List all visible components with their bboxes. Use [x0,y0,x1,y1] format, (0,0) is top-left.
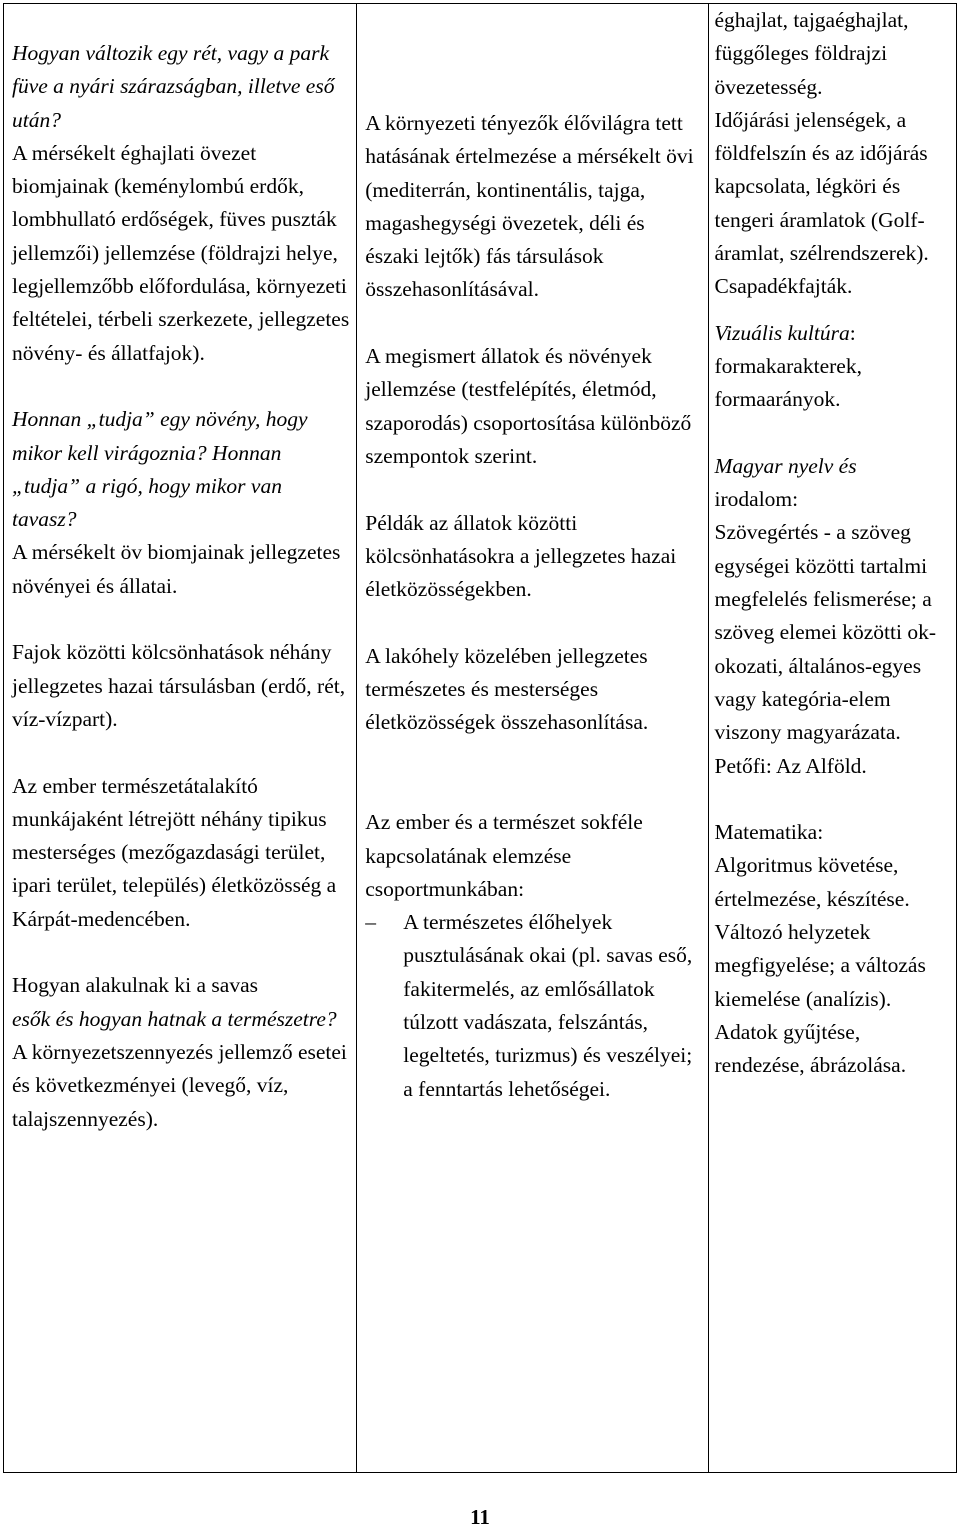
list-item-text: A természetes élőhelyek pusztulásának okai (pl. savas eső, fakitermelés, az emlősállatok túlzott vadászata, felszántás, legeltetés, turizmus) és veszélyei; a fenntartás lehetőségei. [403,910,693,1101]
connections-column [709,4,956,1472]
text-plants-animals: A mérsékelt öv biomjainak jellegzetes növényei és állatai. [12,540,341,598]
text-interactions: Fajok közötti kölcsönhatások néhány jellegzetes hazai társulásban (erdő, rét, víz-vízpart). [12,640,346,731]
activity-characterize: A megismert állatok és növények jellemzése (testfelépítés, életmód, szaporodás) csoportosítása különböző szempontok szerint. [365,344,692,468]
conn-weather: Időjárási jelenségek, a földfelszín és az időjárás kapcsolata, légköri és tengeri áramlatok (Golf-áramlat, szélrendszerek). Csapadékfajták. [714,107,929,299]
conn-visual-text: formakarakterek, formaarányok. [714,353,862,412]
page-number: 11 [470,1505,490,1529]
activity-compare: A lakóhely közelében jellegzetes természetes és mesterséges életközösségek összehasonlítása. [365,643,649,735]
topics-column [4,4,357,1472]
subject-math: Matematika: [714,820,824,845]
question-meadow: Hogyan változik egy rét, vagy a park füve a nyári szárazságban, illetve eső után? [12,41,335,132]
conn-petofi: Petőfi: Az Alföld. [714,753,867,778]
activity-examples: Példák az állatok közötti kölcsönhatásokra a jellegzetes hazai életközösségekben. [365,510,677,602]
question-flowering: Honnan „tudja” egy növény, hogy mikor kell virágoznia? Honnan „tudja” a rigó, hogy mikor van tavasz? [12,407,308,532]
question-acid-rain: esők és hogyan hatnak a természetre? [12,1006,337,1031]
content-table [3,3,957,1473]
colon: : [849,320,856,345]
conn-climate: éghajlat, tajgaéghajlat, függőleges földrajzi övezetesség. [714,8,909,99]
text-biomes: A mérsékelt éghajlati övezet biomjainak (keménylombú erdők, lombhullató erdőségek, füves puszták jellemzői) jellemzése (földrajzi helye, legjellemzőbb előfordulása, környezeti feltételei, térbeli szerkezete, jellegzetes növény- és állatfajok). [12,140,350,365]
text-acid-rain-intro: Hogyan alakulnak ki a savas [12,973,258,998]
dash-list [365,906,701,1106]
text-human-impact: Az ember természetátalakító munkájaként létrejött néhány tipikus mesterséges (mezőgazdasági terület, ipari terület, település) életközösség a Kárpát-medencében. [12,773,337,931]
conn-math-text: Algoritmus követése, értelmezése, készítése. Változó helyzetek megfigyelése; a változás kiemelése (analízis). Adatok gyűjtése, rendezése, ábrázolása. [714,853,926,1078]
activities-column [357,4,708,1472]
list-item [365,906,701,1106]
activity-environment: A környezeti tényezők élővilágra tett hatásának értelmezése a mérsékelt övi (mediterrán, kontinentális, tajga, magashegységi övezetek, déli és északi lejtők) fás társulások összehasonlításával. [365,111,694,302]
subject-literature: irodalom: [714,487,799,512]
subject-hungarian: Magyar nyelv és [714,453,857,478]
activity-group-work: Az ember és a természet sokféle kapcsolatának elemzése csoportmunkában: [365,810,643,901]
dash-marker: – [365,910,376,935]
conn-visual [715,317,950,417]
text-pollution: A környezetszennyezés jellemző esetei és következményei (levegő, víz, talajszennyezés). [12,1039,347,1131]
conn-hungarian-text: Szövegértés - a szöveg egységei közötti tartalmi megfelelés felismerése; a szöveg elemei közötti ok-okozati, általános-egyes vagy kategória-elem viszony magyarázata. [714,520,937,745]
subject-visual-culture: Vizuális kultúra [714,320,850,345]
